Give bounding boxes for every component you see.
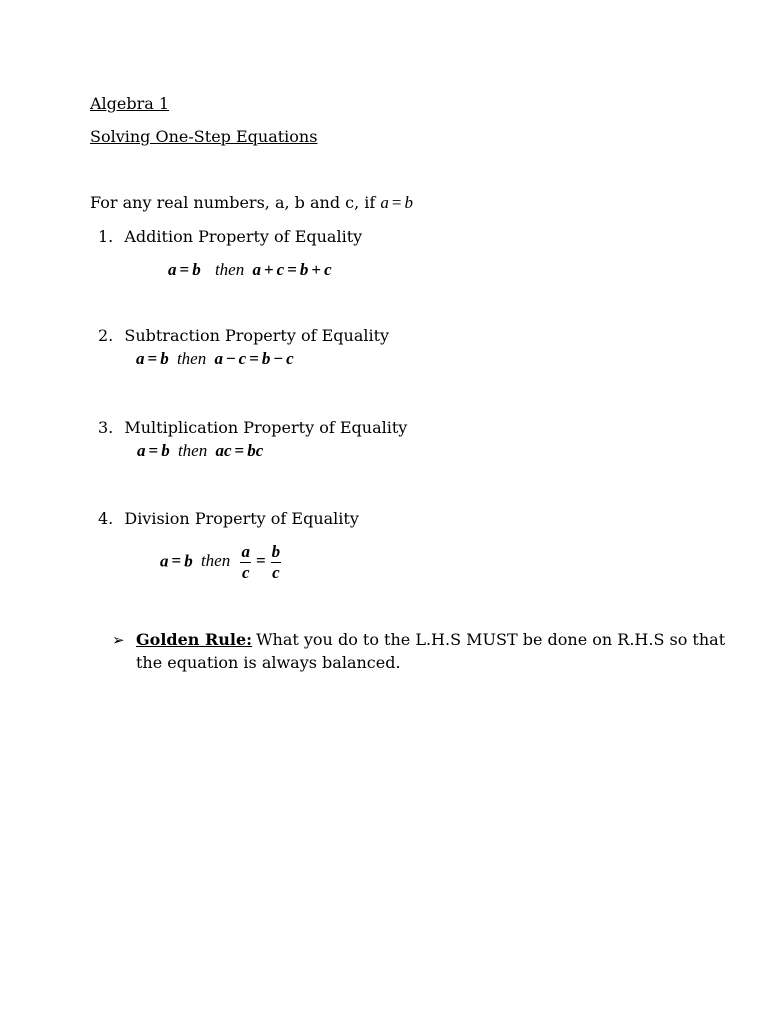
property-3-formula: a = b then ac = bc: [137, 441, 264, 460]
intro-text: For any real numbers, a, b and c, if: [90, 193, 376, 212]
list-number: 2.: [98, 326, 114, 345]
property-name: Multiplication Property of Equality: [124, 418, 408, 437]
property-name: Addition Property of Equality: [124, 227, 363, 246]
golden-rule-line-1: [136, 630, 725, 649]
property-2-formula: a = b then a − c = b − c: [136, 349, 294, 368]
property-name: Subtraction Property of Equality: [124, 326, 390, 345]
golden-rule-text: What you do to the L.H.S MUST be done on R.H.S so that: [256, 630, 726, 649]
list-number: 1.: [98, 227, 114, 246]
intro-line: [90, 193, 413, 213]
property-3-heading: [98, 418, 407, 437]
fraction-b-over-c: $\frac{b}{c}$: [271, 542, 281, 582]
page-title: Solving One-Step Equations: [90, 127, 318, 146]
property-name: Division Property of Equality: [124, 509, 359, 528]
list-number: 3.: [98, 418, 114, 437]
property-2-heading: [98, 326, 389, 345]
intro-math: a = b: [380, 193, 414, 212]
golden-rule-bullet-icon: ➢: [112, 631, 125, 649]
golden-rule-label: Golden Rule:: [136, 630, 253, 649]
course-heading: Algebra 1: [90, 94, 170, 113]
property-4-formula: a = b then $\frac{a}{c}$ = $\frac{b}{c}$: [160, 542, 281, 582]
property-1-heading: [98, 227, 362, 246]
list-number: 4.: [98, 509, 114, 528]
golden-rule-line-2: the equation is always balanced.: [136, 653, 401, 672]
property-4-heading: [98, 509, 359, 528]
fraction-a-over-c: $\frac{a}{c}$: [241, 542, 250, 582]
property-1-formula: a = b then a + c = b + c: [168, 260, 332, 279]
